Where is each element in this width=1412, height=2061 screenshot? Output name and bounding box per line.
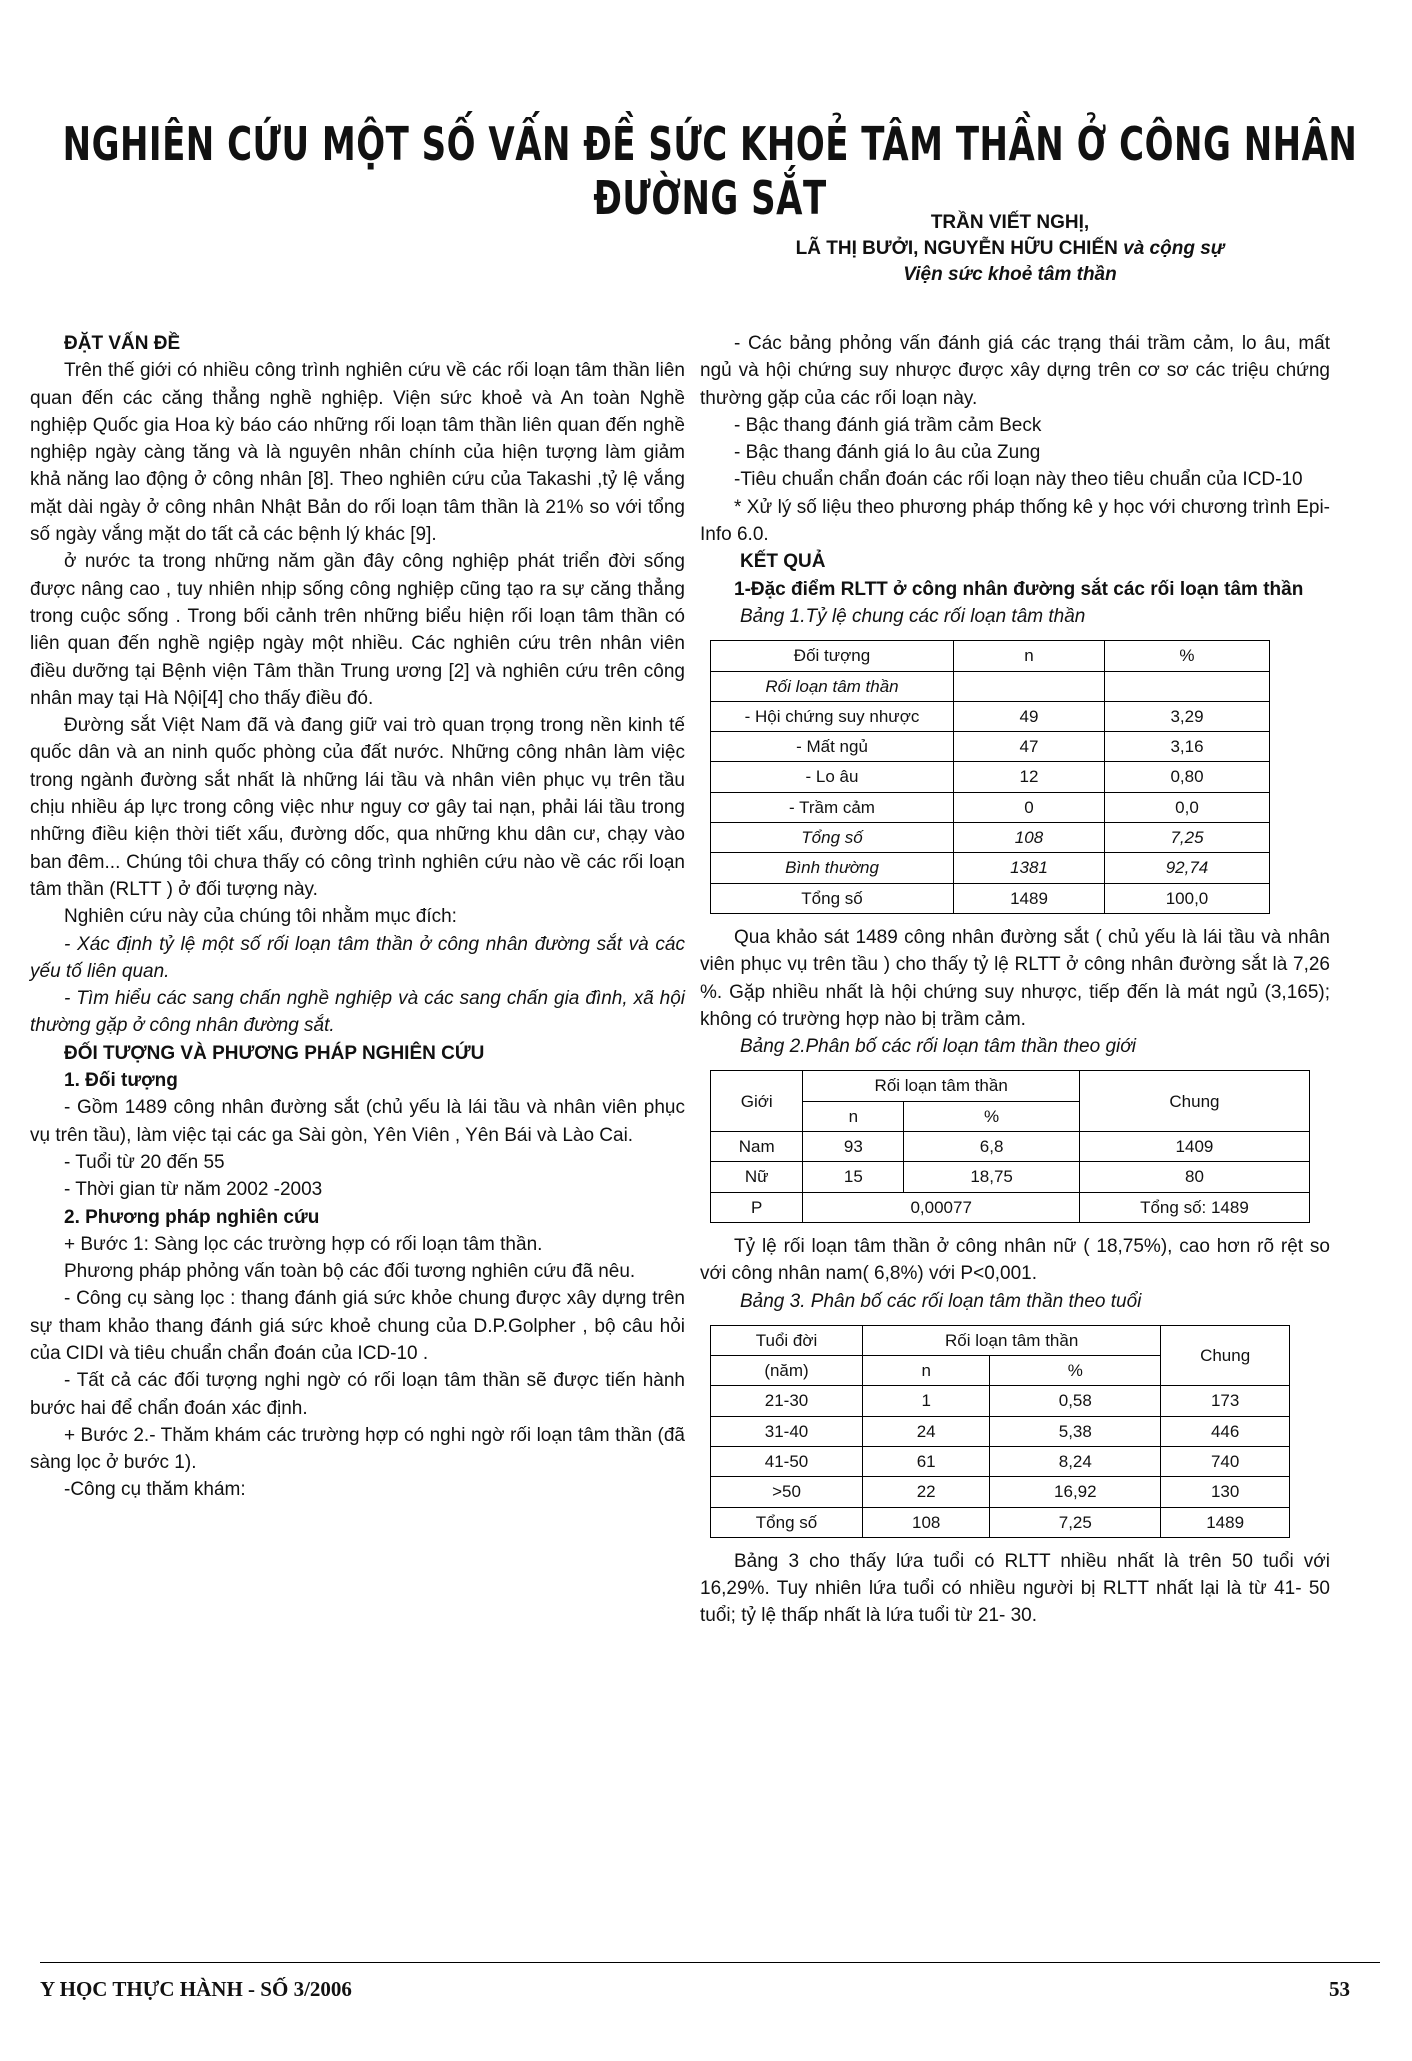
table-header-cell: Giới [711,1071,803,1132]
table-cell: 7,25 [1104,823,1269,853]
table-2 [710,1070,1310,1222]
table-cell: - Mất ngủ [711,732,954,762]
table-cell: 3,29 [1104,701,1269,731]
table-cell: 446 [1161,1416,1290,1446]
author-line-1: TRẦN VIẾT NGHỊ, [930,212,1090,233]
table-cell: 93 [803,1132,904,1162]
paragraph: * Xử lý số liệu theo phương pháp thống kê y học với chương trình Epi-Info 6.0. [700,496,1330,546]
paragraph-aim: - Tìm hiểu các sang chấn nghề nghiệp và các sang chấn gia đình, xã hội thường gặp ở công nhân đường sắt. [30,988,685,1037]
table-header-cell: n [863,1356,990,1386]
author-suffix: và cộng sự [1123,238,1225,259]
table-cell: 130 [1161,1477,1290,1507]
table-header-cell: % [990,1356,1161,1386]
table-cell: 41-50 [711,1446,863,1476]
table-row [711,1132,1310,1162]
paragraph: + Bước 1: Sàng lọc các trường hợp có rối loạn tâm thần. [64,1233,543,1255]
table-cell: 740 [1161,1446,1290,1476]
table-cell: Tổng số [711,883,954,913]
table-cell: 7,25 [990,1507,1161,1537]
table-row [711,792,1270,822]
table-cell: 49 [954,701,1105,731]
table-header-cell: % [904,1101,1080,1131]
table-header-cell: (năm) [711,1356,863,1386]
table-cell: 1381 [954,853,1105,883]
table-cell: 15 [803,1162,904,1192]
table-cell: 31-40 [711,1416,863,1446]
table-cell: 0 [954,792,1105,822]
table-row [711,1446,1290,1476]
table-cell: Rối loạn tâm thần [711,671,954,701]
table-cell: Nam [711,1132,803,1162]
paragraph: Nghiên cứu này của chúng tôi nhằm mục đích: [64,906,457,928]
table-cell: Bình thường [711,853,954,883]
paragraph: - Tất cả các đối tượng nghi ngờ có rối loạn tâm thần sẽ được tiến hành bước hai để chẩn đoán xác định. [30,1370,685,1419]
table-row [711,1416,1290,1446]
table-cell: 1489 [954,883,1105,913]
paragraph: Trên thế giới có nhiều công trình nghiên cứu về các rối loạn tâm thần liên quan đến các căng thẳng nghề nghiệp. Viện sức khoẻ và An toàn Nghề nghiệp Quốc gia Hoa kỳ báo cáo những rối loạn tâm thần liên quan đến nghề nghiệp ngày càng tăng và là nguyên nhân chính của hiện tượng làm giảm khả năng lao động ở công nhân [8]. Theo nghiên cứu của Takashi ,tỷ lệ vắng mặt dài ngày ở công nhân Nhật Bản do rối loạn tâm thần là 21% so với tổng số ngày vắng mặt do tất cả các bệnh lý khác [9]. [30,360,685,546]
table-3-caption: Bảng 3. Phân bố các rối loạn tâm thần theo tuổi [740,1290,1142,1312]
table-cell: 108 [954,823,1105,853]
table-header-row [711,1325,1290,1355]
table-cell: 16,92 [990,1477,1161,1507]
table-cell: 1409 [1079,1132,1309,1162]
table-header-cell: n [803,1101,904,1131]
paragraph: - Công cụ sàng lọc : thang đánh giá sức khỏe chung được xây dựng trên sự tham khảo thang đánh giá sức khoẻ chung của D.P.Golpher , bộ câu hỏi của CIDI và tiêu chuẩn chẩn đoán của ICD-10 . [30,1288,685,1364]
table-row [711,762,1270,792]
affiliation: Viện sức khoẻ tâm thần [903,264,1117,285]
table-cell: 92,74 [1104,853,1269,883]
table-cell: 21-30 [711,1386,863,1416]
heading-methods: ĐỐI TƯỢNG VÀ PHƯƠNG PHÁP NGHIÊN CỨU [64,1042,485,1064]
table-cell: 12 [954,762,1105,792]
table-2-caption: Bảng 2.Phân bố các rối loạn tâm thần theo giới [740,1036,1136,1058]
table-cell: 24 [863,1416,990,1446]
table-header-cell: Đối tượng [711,641,954,671]
paragraph: - Thời gian từ năm 2002 -2003 [64,1179,323,1201]
table-cell: 80 [1079,1162,1309,1192]
table-header-cell: Tuổi đời [711,1325,863,1355]
journal-name: Y HỌC THỰC HÀNH - SỐ 3/2006 [40,1977,352,2001]
table-cell: 108 [863,1507,990,1537]
table-row [711,883,1270,913]
table-row [711,1192,1310,1222]
paragraph: Bảng 3 cho thấy lứa tuổi có RLTT nhiều nhất là trên 50 tuổi với 16,29%. Tuy nhiên lứa tuổi có nhiều người bị RLTT nhất lại là từ 41- 50 tuổi; tỷ lệ thấp nhất là lứa tuổi từ 21- 30. [700,1550,1330,1627]
page-number: 53 [1329,1977,1350,2001]
article-title: NGHIÊN CỨU MỘT SỐ VẤN ĐỀ SỨC KHOẺ TÂM THẦN Ở CÔNG NHÂN ĐƯỜNG SẮT [62,118,1358,226]
table-cell: 61 [863,1446,990,1476]
table-header-row [711,641,1270,671]
paragraph: Đường sắt Việt Nam đã và đang giữ vai trò quan trọng trong nền kinh tế quốc dân và an ninh quốc phòng của đất nước. Những công nhân làm việc trong ngành đường sắt nhất là những lái tầu và nhân viên phục vụ trên tầu chịu nhiều áp lực trong công việc như nguy cơ gây tai nạn, phải lái tầu trong những điều kiện thời tiết xấu, đường dốc, qua những khu dân cư, chạy vào ban đêm... Chúng tôi chưa thấy có công trình nghiên cứu nào về các rối loạn tâm thần (RLTT ) ở đối tượng này. [30,715,685,900]
table-row [711,1477,1290,1507]
table-row [711,823,1270,853]
left-column [30,330,685,1504]
table-cell: >50 [711,1477,863,1507]
heading-results: KẾT QUẢ [740,551,826,573]
heading-result-1: 1-Đặc điểm RLTT ở công nhân đường sắt các rối loạn tâm thần [734,578,1304,600]
table-3 [710,1325,1290,1538]
table-cell: Nữ [711,1162,803,1192]
table-header-cell: Chung [1161,1325,1290,1386]
paragraph: - Các bảng phỏng vấn đánh giá các trạng thái trầm cảm, lo âu, mất ngủ và hội chứng suy nhược được xây dựng trên cơ sơ các triệu chứng thường gặp của các rối loạn này. [700,333,1330,409]
table-cell: - Trầm cảm [711,792,954,822]
table-cell: P [711,1192,803,1222]
table-cell: 0,00077 [803,1192,1079,1222]
heading-subjects: 1. Đối tượng [64,1070,178,1092]
paragraph: - Bậc thang đánh giá trầm cảm Beck [734,414,1042,436]
table-cell: 0,0 [1104,792,1269,822]
table-cell: 1489 [1161,1507,1290,1537]
table-cell: 47 [954,732,1105,762]
table-cell: 3,16 [1104,732,1269,762]
table-cell: 1 [863,1386,990,1416]
table-cell: - Lo âu [711,762,954,792]
table-cell: 100,0 [1104,883,1269,913]
table-row [711,732,1270,762]
table-row [711,1386,1290,1416]
table-cell: 8,24 [990,1446,1161,1476]
table-cell: 173 [1161,1386,1290,1416]
table-row [711,1507,1290,1537]
paragraph: Phương pháp phỏng vấn toàn bộ các đối tương nghiên cứu đã nêu. [64,1261,636,1283]
table-cell: - Hội chứng suy nhược [711,701,954,731]
table-1-caption: Bảng 1.Tỷ lệ chung các rối loạn tâm thần [740,605,1086,627]
table-header-cell: Rối loạn tâm thần [803,1071,1079,1101]
paragraph: - Bậc thang đánh giá lo âu của Zung [734,442,1041,464]
table-cell: 22 [863,1477,990,1507]
table-cell: 5,38 [990,1416,1161,1446]
paragraph: + Bước 2.- Thăm khám các trường hợp có nghi ngờ rối loạn tâm thần (đã sàng lọc ở bước 1). [30,1424,685,1474]
page-footer [40,1962,1380,2002]
table-row [711,1162,1310,1192]
paragraph: ở nước ta trong những năm gần đây công nghiệp phát triển đời sống được nâng cao , tuy nhiên nhịp sống công nghiệp cũng tạo ra sự căng thẳng trong cuộc sống . Trong bối cảnh trên những biểu hiện rối loạn tâm thần có liên quan đến nghề ngiệp ngày một nhiều. Các nghiên cứu trên nhân viên điều dưỡng tại Bệnh viện Tâm thần Trung ương [2] và nghiên cứu trên công nhân may tại Hà Nội[4] cho thấy điều đó. [30,551,685,709]
table-header-cell: Chung [1079,1071,1309,1132]
table-cell: Tổng số [711,1507,863,1537]
right-column [700,330,1330,1630]
author-line-2 [700,236,1320,262]
paragraph: -Công cụ thăm khám: [64,1479,246,1501]
author-names: LÃ THỊ BƯỞI, NGUYỄN HỮU CHIẾN [795,238,1118,259]
heading-method: 2. Phương pháp nghiên cứu [64,1206,320,1228]
table-cell: 0,58 [990,1386,1161,1416]
table-1 [710,640,1270,914]
paragraph: - Gồm 1489 công nhân đường sắt (chủ yếu là lái tầu và nhân viên phục vụ trên tầu), làm việc tại các ga Sài gòn, Yên Viên , Yên Bái và Lào Cai. [30,1097,685,1146]
paragraph-aim: - Xác định tỷ lệ một số rối loạn tâm thần ở công nhân đường sắt và các yếu tố liên quan. [30,933,685,982]
table-header-cell: Rối loạn tâm thần [863,1325,1161,1355]
paragraph: -Tiêu chuẩn chẩn đoán các rối loạn này theo tiêu chuẩn của ICD-10 [734,469,1303,491]
table-row [711,701,1270,731]
author-block [700,210,1320,288]
table-cell: Tổng số [711,823,954,853]
table-cell: 0,80 [1104,762,1269,792]
table-header-cell: n [954,641,1105,671]
table-row [711,671,1270,701]
table-header-row [711,1071,1310,1101]
table-cell: Tổng số: 1489 [1079,1192,1309,1222]
table-header-cell: % [1104,641,1269,671]
heading-introduction: ĐẶT VẤN ĐỀ [64,333,181,354]
table-cell: 6,8 [904,1132,1080,1162]
paragraph: Qua khảo sát 1489 công nhân đường sắt ( chủ yếu là lái tầu và nhân viên phục vụ trên tầu ) cho thấy tỷ lệ RLTT ở công nhân đường sắt là 7,26 %. Gặp nhiều nhất là hội chứng suy nhược, tiếp đến là mát ngủ (3,165); không có trường hợp nào bị trầm cảm. [700,926,1330,1030]
paragraph: - Tuổi từ 20 đến 55 [64,1151,225,1173]
table-cell: 18,75 [904,1162,1080,1192]
paragraph: Tỷ lệ rối loạn tâm thần ở công nhân nữ ( 18,75%), cao hơn rõ rệt so với công nhân nam( 6,8%) với P<0,001. [700,1235,1330,1285]
table-row [711,853,1270,883]
